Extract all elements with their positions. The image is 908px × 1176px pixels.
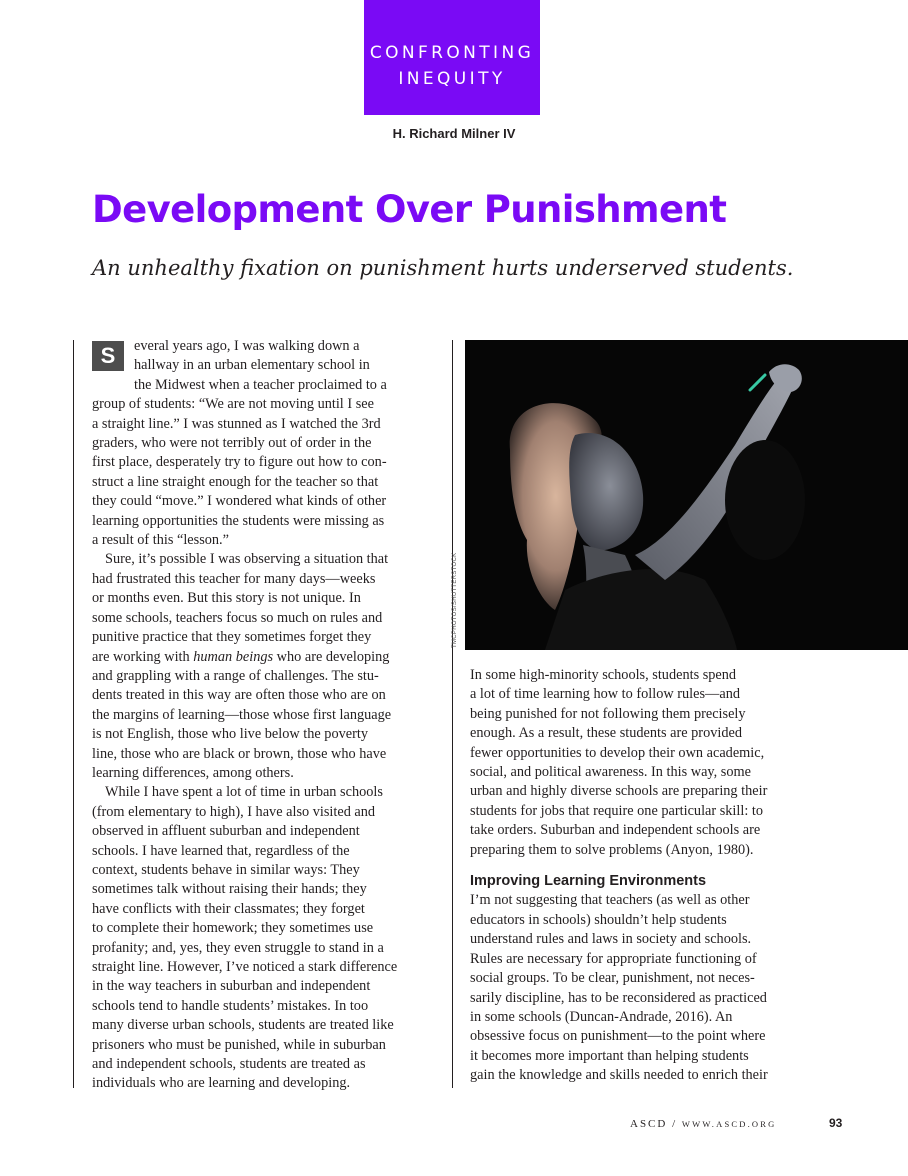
banner-line-2: INEQUITY (398, 69, 506, 89)
text-line: some schools, teachers focus so much on rules and (92, 609, 383, 626)
text-line: everal years ago, I was walking down a (134, 338, 360, 354)
text-line: is not English, those who live below the poverty (92, 726, 368, 743)
text-line (92, 648, 442, 667)
text-line: straight line. However, I’ve noticed a stark difference (92, 959, 398, 975)
text-line: context, students behave in similar ways: They (92, 861, 360, 878)
section-heading: Improving Learning Environments (470, 873, 707, 890)
emphasis-text: human beings (193, 648, 274, 665)
text-line: they could “move.” I wondered what kinds of other (92, 493, 387, 510)
text-line: a result of this “lesson.” (92, 532, 229, 549)
text-line: social, and political awareness. In this way, some (470, 764, 751, 781)
text-line: enough. As a result, these students are provided (470, 725, 742, 742)
text-line: had frustrated this teacher for many days—weeks (92, 570, 376, 587)
text-line: (from elementary to high), I have also visited and (92, 803, 376, 820)
text-line: schools. I have learned that, regardless of the (92, 842, 350, 859)
page-number: 93 (829, 1116, 843, 1130)
text-line: prisoners who must be punished, while in suburban (92, 1036, 386, 1053)
photo-credit (449, 552, 479, 650)
text-line: profanity; and, yes, they even struggle to stand in a (92, 939, 384, 956)
article-title: Development Over Punishment (92, 188, 727, 231)
text-line: the Midwest when a teacher proclaimed to a (134, 376, 387, 393)
text-line: social groups. To be clear, punishment, not neces- (470, 970, 755, 987)
footer-org: ASCD (630, 1118, 668, 1130)
text-line: have conflicts with their classmates; they forget (92, 900, 365, 917)
text-line: dents treated in this way are often those who are on (92, 687, 386, 704)
text-line: or months even. But this story is not unique. In (92, 590, 361, 607)
photo-illustration (465, 340, 908, 650)
text-line: learning opportunities the students were missing as (92, 512, 385, 529)
text-line: group of students: “We are not moving until I see (92, 396, 374, 413)
banner-line-1: CONFRONTING (369, 43, 535, 63)
text-line: the margins of learning—those whose first language (92, 706, 392, 723)
text-line: schools tend to handle students’ mistakes. In too (92, 997, 369, 1014)
text-line: gain the knowledge and skills needed to enrich their (470, 1067, 768, 1084)
text-line: graders, who were not terribly out of order in the (92, 435, 372, 452)
column-rule-left (73, 340, 74, 1088)
text-line: preparing them to solve problems (Anyon, 1980). (470, 841, 754, 858)
text-line: to complete their homework; they sometimes use (92, 920, 374, 937)
photo-credit-text: TMCPHOTOS/SHUTTERSTOCK (452, 552, 458, 648)
text-line: fewer opportunities to develop their own academic, (470, 744, 765, 761)
text-line: urban and highly diverse schools are preparing their (470, 783, 768, 800)
text-line: struct a line straight enough for the teacher so that (92, 473, 379, 490)
text-line: in some schools (Duncan-Andrade, 2016). An (470, 1008, 733, 1025)
text-line: sarily discipline, has to be reconsidered as practiced (470, 989, 767, 1006)
section-banner (364, 0, 540, 115)
text-line: understand rules and laws in society and schools. (470, 931, 752, 948)
text-line: In some high-minority schools, students spend (470, 667, 737, 683)
text-line: a straight line.” I was stunned as I watched the 3rd (92, 415, 381, 432)
text-line: a lot of time learning how to follow rules—and (470, 686, 740, 703)
text-line: students for jobs that require one particular skill: to (470, 802, 764, 819)
text-line: punitive practice that they sometimes forget they (92, 629, 372, 646)
text-line: While I have spent a lot of time in urban schools (105, 784, 383, 801)
text-line: individuals who are learning and developing. (92, 1075, 351, 1092)
text-line: and independent schools, students are treated as (92, 1056, 366, 1073)
text-line: obsessive focus on punishment—to the point where (470, 1028, 766, 1045)
article-photo (465, 340, 908, 650)
text-line: educators in schools) shouldn’t help students (470, 911, 727, 928)
text-line: Sure, it’s possible I was observing a situation that (105, 551, 389, 568)
text-line: learning differences, among others. (92, 764, 294, 781)
footer-url: WWW.ASCD.ORG (681, 1119, 777, 1129)
column-left (92, 337, 442, 1094)
author-byline: H. Richard Milner IV (392, 126, 516, 141)
text-line: many diverse urban schools, students are treated like (92, 1017, 394, 1034)
column-right (470, 666, 820, 1086)
text-line: being punished for not following them precisely (470, 705, 746, 722)
text-line: observed in affluent suburban and independent (92, 823, 360, 840)
text-line: sometimes talk without raising their hands; they (92, 881, 367, 898)
text-line: Rules are necessary for appropriate functioning of (470, 950, 757, 967)
text-line: line, those who are black or brown, those who have (92, 745, 387, 762)
text-run: are working with (92, 648, 194, 665)
text-line: hallway in an urban elementary school in (134, 357, 370, 374)
page-footer (630, 1118, 776, 1130)
text-line: in the way teachers in suburban and independent (92, 978, 371, 995)
text-line: take orders. Suburban and independent schools are (470, 822, 761, 839)
footer-separator: / (667, 1118, 682, 1130)
drop-cap: S (92, 341, 124, 371)
text-line: and grappling with a range of challenges. The stu- (92, 667, 379, 684)
column-rule-middle (452, 340, 453, 1088)
article-subtitle: An unhealthy fixation on punishment hurts underserved students. (92, 256, 794, 280)
text-line: first place, desperately try to figure out how to con- (92, 454, 387, 471)
text-line: I’m not suggesting that teachers (as well as other (470, 892, 750, 909)
text-line: it becomes more important than helping students (470, 1047, 749, 1064)
text-run: who are developing (273, 648, 390, 665)
